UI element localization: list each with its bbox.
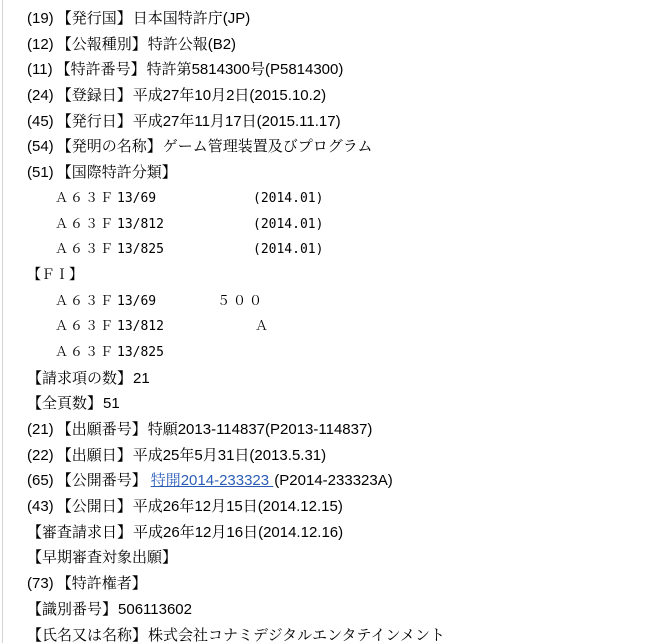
- field-invention-title: [27, 134, 648, 160]
- field-value: 日本国特許庁(JP): [132, 10, 251, 27]
- fi-class-code: Ａ６３Ｆ: [55, 344, 116, 360]
- ipc-subclass-number: 13/825: [117, 242, 164, 258]
- field-value: 特許公報(B2): [147, 35, 237, 53]
- inid-code: (51): [27, 164, 54, 182]
- ipc-entry: [27, 212, 648, 238]
- field-value: 506113602: [118, 600, 192, 618]
- field-patent-number: [27, 57, 648, 83]
- field-label: 【出願番号】: [56, 421, 147, 438]
- field-value: (P2014-233323A): [274, 472, 393, 490]
- ipc-entry: [27, 186, 648, 212]
- inid-code: (19): [27, 10, 54, 27]
- field-filing-date: [27, 443, 648, 469]
- field-fi-header: [27, 263, 648, 289]
- fi-subclass-number: 13/812: [117, 319, 164, 335]
- inid-code: (45): [27, 112, 54, 130]
- field-label: 【発行日】: [56, 112, 132, 130]
- ipc-class-code: Ａ６３Ｆ: [55, 216, 116, 232]
- ipc-version-date: (2014.01): [253, 216, 324, 232]
- field-ipc-header: [27, 160, 648, 186]
- field-value: 株式会社コナミデジタルエンタテインメント: [148, 626, 446, 643]
- field-identification-number: [27, 597, 648, 623]
- field-value: 21: [133, 369, 150, 387]
- fi-subclass-number: 13/825: [117, 344, 164, 360]
- fi-expansion-symbol: ５００: [217, 293, 266, 309]
- field-label: 【公開日】: [56, 498, 132, 516]
- field-label: 【発行国】: [56, 10, 132, 27]
- field-issuing-country: [27, 6, 648, 32]
- field-exam-request-date: [27, 520, 648, 546]
- fi-class-code: Ａ６３Ｆ: [55, 293, 116, 309]
- field-application-number: [27, 417, 648, 443]
- fi-class-code: Ａ６３Ｆ: [55, 319, 116, 335]
- document-frame: [2, 0, 648, 643]
- field-value: 51: [103, 395, 120, 413]
- fi-entry: [27, 314, 648, 340]
- inid-code: (11): [27, 61, 53, 79]
- field-registration-date: [27, 83, 648, 109]
- bibliographic-data: [3, 0, 648, 643]
- field-total-pages: [27, 391, 648, 417]
- field-value: 平成27年11月17日(2015.11.17): [132, 112, 341, 130]
- field-issue-date: [27, 109, 648, 135]
- field-label: 【特許番号】: [55, 61, 146, 79]
- inid-code: (22): [27, 446, 54, 464]
- field-label: 【公報種別】: [56, 35, 147, 53]
- field-publication-number: [27, 468, 648, 494]
- field-label: 【審査請求日】: [27, 523, 133, 541]
- fi-entry: [27, 289, 648, 315]
- inid-code: (73): [27, 575, 54, 593]
- field-label: 【氏名又は名称】: [27, 626, 148, 643]
- ipc-version-date: (2014.01): [253, 242, 324, 258]
- field-label: 【識別番号】: [27, 600, 118, 618]
- field-label: 【全頁数】: [27, 395, 103, 413]
- publication-number-link[interactable]: 特開2014-233323: [150, 472, 274, 490]
- field-label: 【発明の名称】: [56, 138, 162, 156]
- field-claims-count: [27, 366, 648, 392]
- field-value: 平成25年5月31日(2013.5.31): [132, 446, 327, 464]
- field-label: 【公開番号】: [56, 472, 147, 490]
- field-value: 平成26年12月15日(2014.12.15): [132, 498, 343, 516]
- field-label: 【ＦＩ】: [27, 266, 83, 283]
- ipc-class-code: Ａ６３Ｆ: [55, 190, 116, 206]
- ipc-entry: [27, 237, 648, 263]
- field-patentee: [27, 571, 648, 597]
- inid-code: (21): [27, 421, 54, 438]
- fi-file-symbol: Ａ: [255, 319, 272, 335]
- field-value: 特願2013-114837(P2013-114837): [147, 421, 373, 438]
- field-value: 特許第5814300号(P5814300): [146, 61, 344, 79]
- field-label: 【国際特許分類】: [56, 164, 177, 182]
- ipc-subclass-number: 13/69: [117, 190, 157, 206]
- field-label: 【請求項の数】: [27, 369, 133, 387]
- fi-subclass-number: 13/69: [117, 293, 157, 309]
- field-value: ゲーム管理装置及びプログラム: [162, 138, 373, 156]
- field-accelerated-exam: [27, 545, 648, 571]
- field-value: 平成27年10月2日(2015.10.2): [132, 87, 327, 105]
- field-publication-date: [27, 494, 648, 520]
- inid-code: (54): [27, 138, 54, 156]
- ipc-class-code: Ａ６３Ｆ: [55, 242, 116, 258]
- field-gazette-type: [27, 32, 648, 58]
- inid-code: (12): [27, 35, 54, 53]
- field-label: 【早期審査対象出願】: [27, 549, 178, 567]
- field-label: 【登録日】: [56, 87, 132, 105]
- inid-code: (43): [27, 498, 54, 516]
- ipc-version-date: (2014.01): [253, 190, 324, 206]
- inid-code: (24): [27, 87, 54, 105]
- fi-entry: [27, 340, 648, 366]
- inid-code: (65): [27, 472, 54, 490]
- field-label: 【特許権者】: [56, 575, 147, 593]
- field-value: 平成26年12月16日(2014.12.16): [133, 523, 344, 541]
- field-applicant-name: [27, 623, 648, 643]
- ipc-subclass-number: 13/812: [117, 216, 164, 232]
- field-label: 【出願日】: [56, 446, 132, 464]
